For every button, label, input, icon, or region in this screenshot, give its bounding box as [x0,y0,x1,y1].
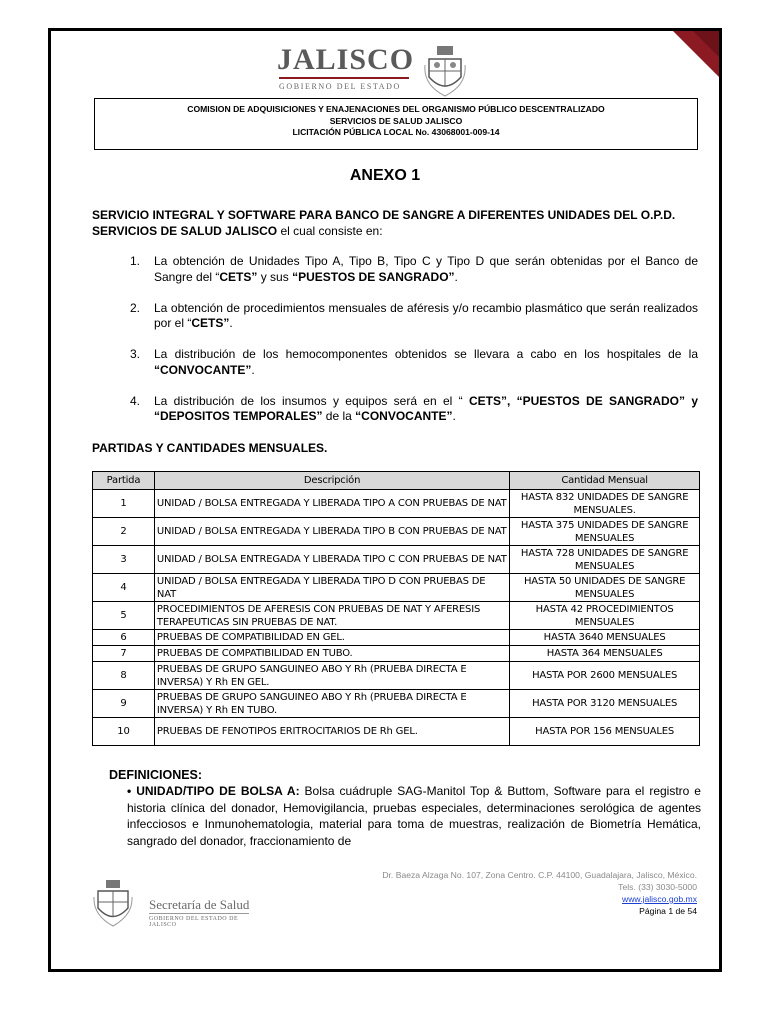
cantidad-cell: HASTA 3640 MENSUALES [510,630,700,646]
list-item-text: CETS”, “PUESTOS DE SANGRADO” y “DEPOSITOS TEMPORALES” [154,393,699,423]
secretaria-salud-logo [89,873,259,933]
cantidad-cell: HASTA POR 3120 MENSUALES [510,690,700,718]
descripcion-cell: PRUEBAS DE GRUPO SANGUINEO ABO Y Rh (PRUEBA DIRECTA E INVERSA) Y Rh EN GEL. [154,662,509,690]
descripcion-cell: PRUEBAS DE GRUPO SANGUINEO ABO Y Rh (PRUEBA DIRECTA E INVERSA) Y Rh EN TUBO. [154,690,509,718]
list-item-number: 1. [130,254,141,268]
list-item [92,347,698,378]
header-line-1: COMISION DE ADQUISICIONES Y ENAJENACIONES DEL ORGANISMO PÚBLICO DESCENTRALIZADO [187,104,605,114]
logo-rule [279,77,409,79]
table-row [93,518,700,546]
partida-cell: 7 [93,646,155,662]
list-item-text: “CONVOCANTE” [355,409,453,423]
definitions-title: DEFINICIONES: [109,768,203,782]
header-line-3: LICITACIÓN PÚBLICA LOCAL No. 43068001-009-14 [292,127,500,137]
intro-bold: SERVICIO INTEGRAL Y SOFTWARE PARA BANCO DE SANGRE A DIFERENTES UNIDADES DEL O.P.D. SERVICIOS DE SALUD JALISCO [92,208,676,238]
ss-name: Secretaría de Salud [149,897,250,912]
website-link[interactable]: www.jalisco.gob.mx [622,894,697,904]
list-item-text: La distribución de los insumos y equipos será en el “ [154,393,469,408]
table-row [93,690,700,718]
table-header-row [93,472,700,490]
list-item-text: “CONVOCANTE” [154,362,252,377]
cantidad-cell: HASTA POR 156 MENSUALES [510,718,700,746]
definition-text: Bolsa cuádruple SAG-Manitol Top & Buttom, Software para el registro e historia clínica del donador, Hemovigilancia, pruebas especiales, determinaciones serológica de agentes infecciosos e Inmunohematologia, material para toma de muestras, realización de Biometría Hemática, sangrado del donador, fraccionamiento de [127,784,701,848]
list-item-text: de la [322,409,356,423]
table-row [93,490,700,518]
list-item-text: La distribución de los hemocomponentes obtenidos se llevara a cabo en los hospitales de la [154,347,698,361]
table-row [93,602,700,630]
list-item-text: . [229,316,233,330]
col-header-cantidad: Cantidad Mensual [510,472,700,490]
logo-subtitle: GOBIERNO DEL ESTADO [279,82,401,91]
ss-subtitle: GOBIERNO DEL ESTADO DE JALISCO [149,916,239,928]
list-item [92,394,698,425]
col-header-descripcion: Descripción [154,472,509,490]
list-item-text: . [251,362,255,377]
list-item [92,301,698,332]
list-item-text: La obtención de Unidades Tipo A, Tipo B, Tipo C y Tipo D que serán obtenidas por el Banco de Sangre del “ [154,254,698,284]
cantidad-cell: HASTA 728 UNIDADES DE SANGRE MENSUALES [510,546,700,574]
header-line-2: SERVICIOS DE SALUD JALISCO [329,115,463,126]
section-title-partidas: PARTIDAS Y CANTIDADES MENSUALES. [92,441,328,455]
list-item-text: CETS” [191,316,230,330]
logo-wordmark: JALISCO [277,43,415,76]
footer-address: Dr. Baeza Alzaga No. 107, Zona Centro. C.P. 44100, Guadalajara, Jalisco, México. [382,870,697,880]
col-header-partida: Partida [93,472,155,490]
partidas-table [92,471,700,746]
descripcion-cell: UNIDAD / BOLSA ENTREGADA Y LIBERADA TIPO A CON PRUEBAS DE NAT [154,490,509,518]
descripcion-cell: PRUEBAS DE COMPATIBILIDAD EN TUBO. [154,646,509,662]
list-item-text: . [452,409,456,423]
health-seal-icon [93,879,133,927]
cantidad-cell: HASTA 832 UNIDADES DE SANGRE MENSUALES. [510,490,700,518]
partida-cell: 9 [93,690,155,718]
cantidad-cell: HASTA 50 UNIDADES DE SANGRE MENSUALES [510,574,700,602]
partida-cell: 6 [93,630,155,646]
definition-bullet: • [127,784,132,798]
table-row [93,662,700,690]
cantidad-cell: HASTA POR 2600 MENSUALES [510,662,700,690]
descripcion-cell: UNIDAD / BOLSA ENTREGADA Y LIBERADA TIPO D CON PRUEBAS DE NAT [154,574,509,602]
footer-contact [382,869,697,917]
jalisco-logo [273,41,503,103]
page-number: Página 1 de 54 [639,906,697,916]
descripcion-cell: PRUEBAS DE FENOTIPOS ERITROCITARIOS DE Rh GEL. [154,718,509,746]
list-item-number: 3. [130,347,141,361]
list-item-text: CETS” [219,269,258,284]
partida-cell: 10 [93,718,155,746]
list-item-number: 4. [130,393,141,408]
partida-cell: 8 [93,662,155,690]
list-item [92,254,698,285]
table-row [93,630,700,646]
list-item-number: 2. [130,300,141,315]
table-row [93,574,700,602]
cantidad-cell: HASTA 42 PROCEDIMIENTOS MENSUALES [510,602,700,630]
ss-rule [149,913,249,914]
document-page [48,28,722,972]
descripcion-cell: UNIDAD / BOLSA ENTREGADA Y LIBERADA TIPO C CON PRUEBAS DE NAT [154,546,509,574]
cantidad-cell: HASTA 364 MENSUALES [510,646,700,662]
page-title: ANEXO 1 [349,167,421,184]
intro-rest: el cual consiste en: [277,223,383,238]
partida-cell: 4 [93,574,155,602]
partida-cell: 2 [93,518,155,546]
table-row [93,718,700,746]
descripcion-cell: PRUEBAS DE COMPATIBILIDAD EN GEL. [154,630,509,646]
numbered-list [92,254,698,440]
cantidad-cell: HASTA 375 UNIDADES DE SANGRE MENSUALES [510,518,700,546]
list-item-text: y sus [257,269,293,284]
list-item-text: “PUESTOS DE SANGRADO” [292,269,455,284]
table-body [93,490,700,746]
descripcion-cell: PROCEDIMIENTOS DE AFERESIS CON PRUEBAS DE NAT Y AFERESIS TERAPEUTICAS SIN PRUEBAS DE NAT. [154,602,509,630]
definition-term: UNIDAD/TIPO DE BOLSA A: [136,784,300,798]
commission-header [94,98,698,150]
footer-phone: Tels. (33) 3030-5000 [618,882,697,892]
intro-paragraph [92,208,698,239]
table-row [93,546,700,574]
partida-cell: 1 [93,490,155,518]
corner-decoration-inner [693,31,719,57]
state-seal-icon [423,45,467,97]
list-item-text: La obtención de procedimientos mensuales de aféresis y/o recambio plasmático que serán realizados por el “ [154,300,698,330]
table-row [93,646,700,662]
partida-cell: 5 [93,602,155,630]
definitions-body [127,783,701,849]
partida-cell: 3 [93,546,155,574]
descripcion-cell: UNIDAD / BOLSA ENTREGADA Y LIBERADA TIPO B CON PRUEBAS DE NAT [154,518,509,546]
list-item-text: . [454,269,458,284]
